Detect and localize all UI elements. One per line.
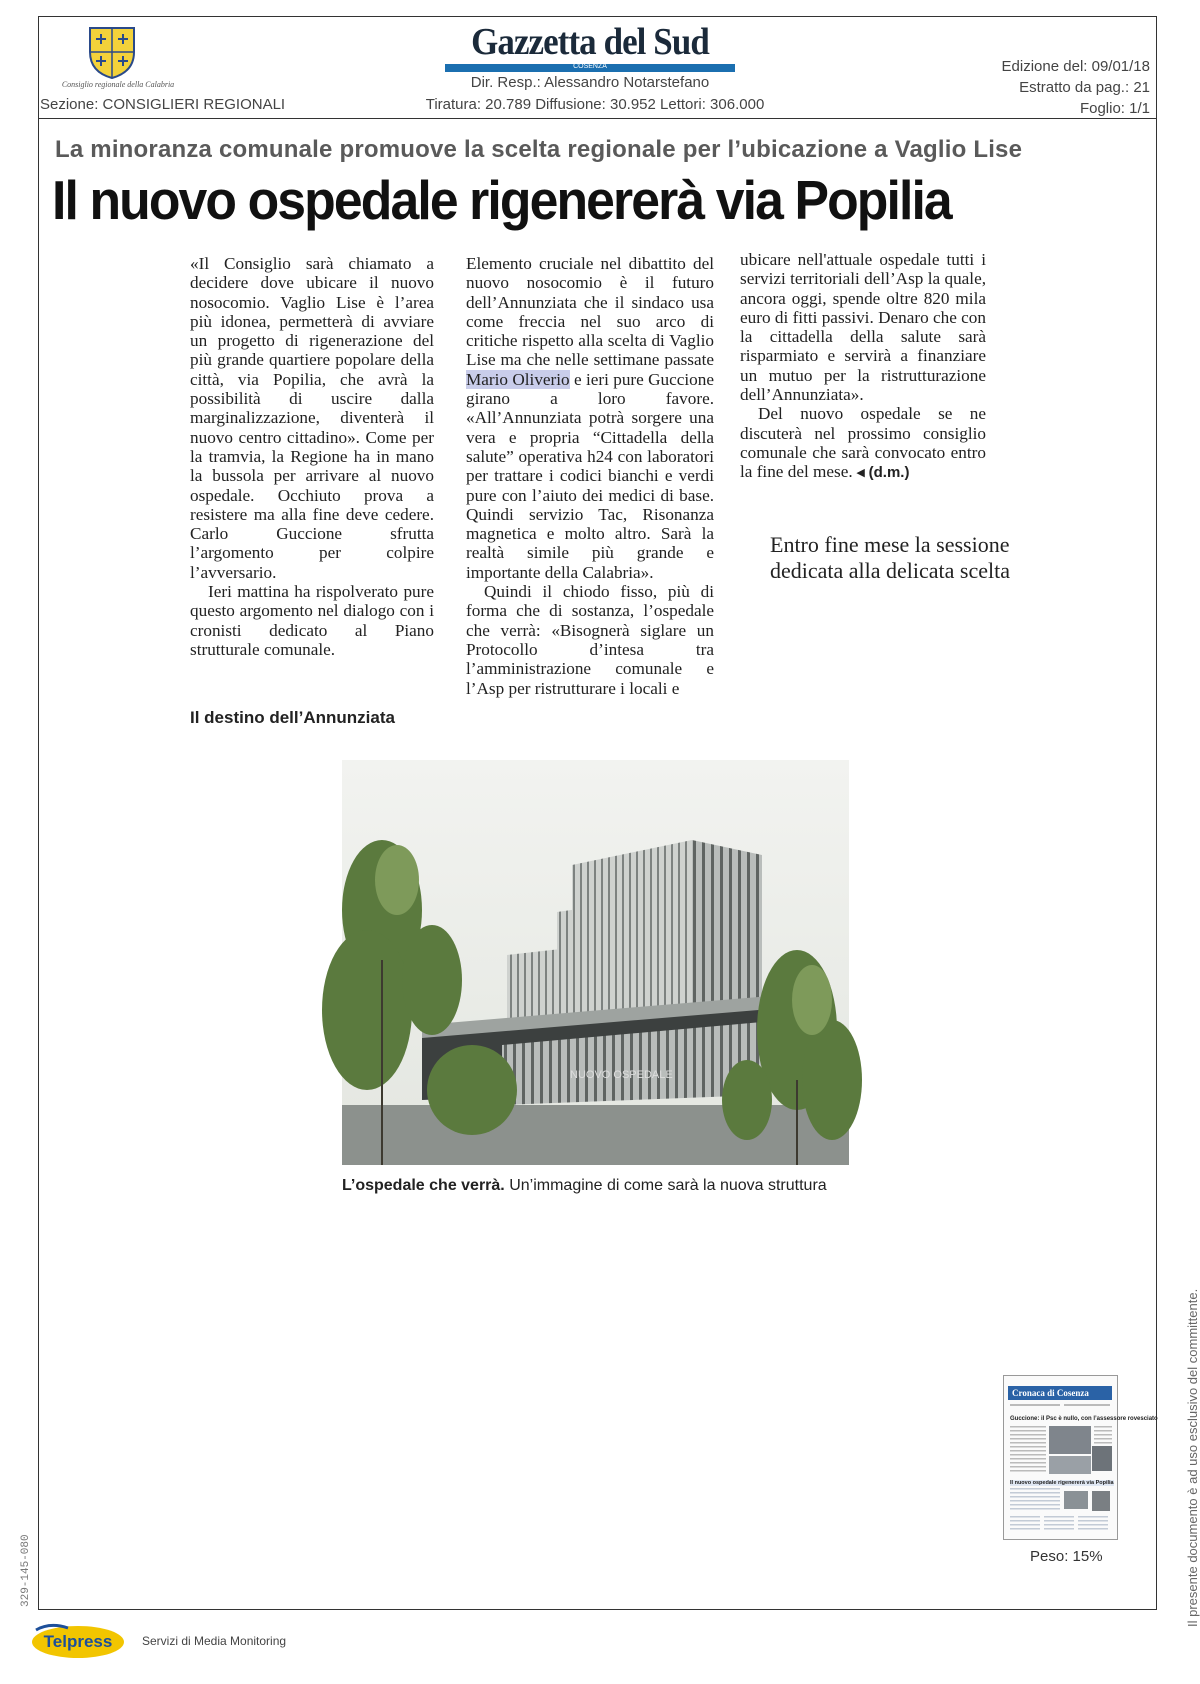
director-line: Dir. Resp.: Alessandro Notarstefano [470,74,710,91]
article-column-2 [466,254,714,698]
paragraph: «Il Consiglio sarà chiamato a decidere dove ubicare il nuovo nosocomio. Vaglio Lise è l’area più idonea, permetterà di avviare un progetto di rigenerazione del più grande quartiere popolare della città, via Popilia, che avrà la possibilità di uscire dalla marginalizzazione, diventerà il nuovo centro cittadino». Come per la tramvia, la Regione ha in mano la bussola per arrivare al nuovo ospedale. Occhiuto prova a resistere ma alla fine deve cedere. Carlo Guccione sfrutta l’argomento per colpire l’avversario. [190,254,434,582]
article-column-3 [740,250,986,483]
header-divider [38,118,1157,119]
photo-caption: L’ospedale che verrà. Un’immagine di come sarà la nuova struttura [342,1177,827,1194]
thumbnail-lead-title: Guccione: il Psc è nullo, con l’assessore rovesciato [1010,1416,1158,1422]
pull-quote: Entro fine mese la sessione dedicata alla delicata scelta [770,532,1011,583]
coat-of-arms-icon [82,22,142,80]
regional-council-logo [52,22,184,94]
weight-label: Peso: 15% [1030,1548,1103,1565]
thumbnail-article-title: Il nuovo ospedale rigenererà via Popilia [1010,1480,1114,1486]
masthead [420,22,760,91]
edition-meta [1002,56,1150,119]
article-column-1 [190,254,434,659]
publication-name: Gazzetta del Sud [471,21,709,63]
usage-disclaimer: Il presente documento è ad uso esclusivo del committente. [1185,1288,1200,1627]
edition-tag: COSENZA [573,63,607,70]
article-headline: Il nuovo ospedale rigenererà via Popilia [52,169,951,231]
article-subhead: Il destino dell’Annunziata [190,708,395,727]
telpress-logo [30,1620,126,1660]
page-thumbnail[interactable] [1003,1375,1158,1540]
sheet-number: Foglio: 1/1 [1079,100,1150,117]
brand-name: Telpress [43,1632,113,1651]
author-signoff: ◂ (d.m.) [856,464,910,482]
service-tagline: Servizi di Media Monitoring [142,1634,287,1648]
paragraph: Ieri mattina ha rispolverato pure questo argomento nel dialogo con i cronisti dedicato al Piano strutturale comunale. [190,582,434,659]
logo-caption: Consiglio regionale della Calabria [61,80,175,89]
paragraph: ubicare nell'attuale ospedale tutti i servizi territoriali dell’Asp la quale, ancora oggi, spende oltre 820 mila euro di fitti passivi. Denaro che con la cittadella della salute sarà risparmiato e servirà a finanziare un mutuo per la ristrutturazione dell’Annunziata». [740,250,986,405]
paragraph: Del nuovo ospedale se ne discuterà nel prossimo consiglio comunale che sarà convocato entro la fine del mese. ◂ (d.m.) [740,404,986,482]
article-kicker: La minoranza comunale promuove la scelta regionale per l’ubicazione a Vaglio Lise [55,136,1023,163]
paragraph: Elemento cruciale nel dibattito del nuovo nosocomio è il futuro dell’Annunziata che il sindaco usa come freccia nel suo arco di critiche rispetto alla scelta di Vaglio Lise ma che nelle settimane passate Mario Oliverio e ieri pure Guccione girano a loro favore. «All’Annunziata potrà sorgere una vera e propria “Cittadella della salute” operativa h24 con laboratori per trattare i codici bianchi e verdi pure con l’aiuto dei medici di base. Quindi servizio Tac, Risonanza magnetica e molto altro. Sarà la realtà simile più grande e importante della Calabria». [466,254,714,582]
building-sign: NUOVO OSPEDALE [570,1069,673,1081]
hospital-rendering-photo [342,760,849,1165]
document-code: 329-145-080 [20,1534,32,1607]
circulation-stats: Tiratura: 20.789 Diffusione: 30.952 Lettori: 306.000 [425,96,765,113]
page-extract: Estratto da pag.: 21 [1019,79,1150,96]
thumbnail-section-title: Cronaca di Cosenza [1008,1386,1112,1400]
section-label: Sezione: CONSIGLIERI REGIONALI [40,96,286,113]
paragraph: Quindi il chiodo fisso, più di forma che di sostanza, l’ospedale che verrà: «Bisognerà siglare un Protocollo d’intesa tra l’amministrazione comunale e l’Asp per ristrutturare i locali e [466,582,714,698]
highlighted-name[interactable]: Mario Oliverio [466,369,570,389]
edition-bar [445,64,735,72]
edition-date: Edizione del: 09/01/18 [1001,58,1150,75]
